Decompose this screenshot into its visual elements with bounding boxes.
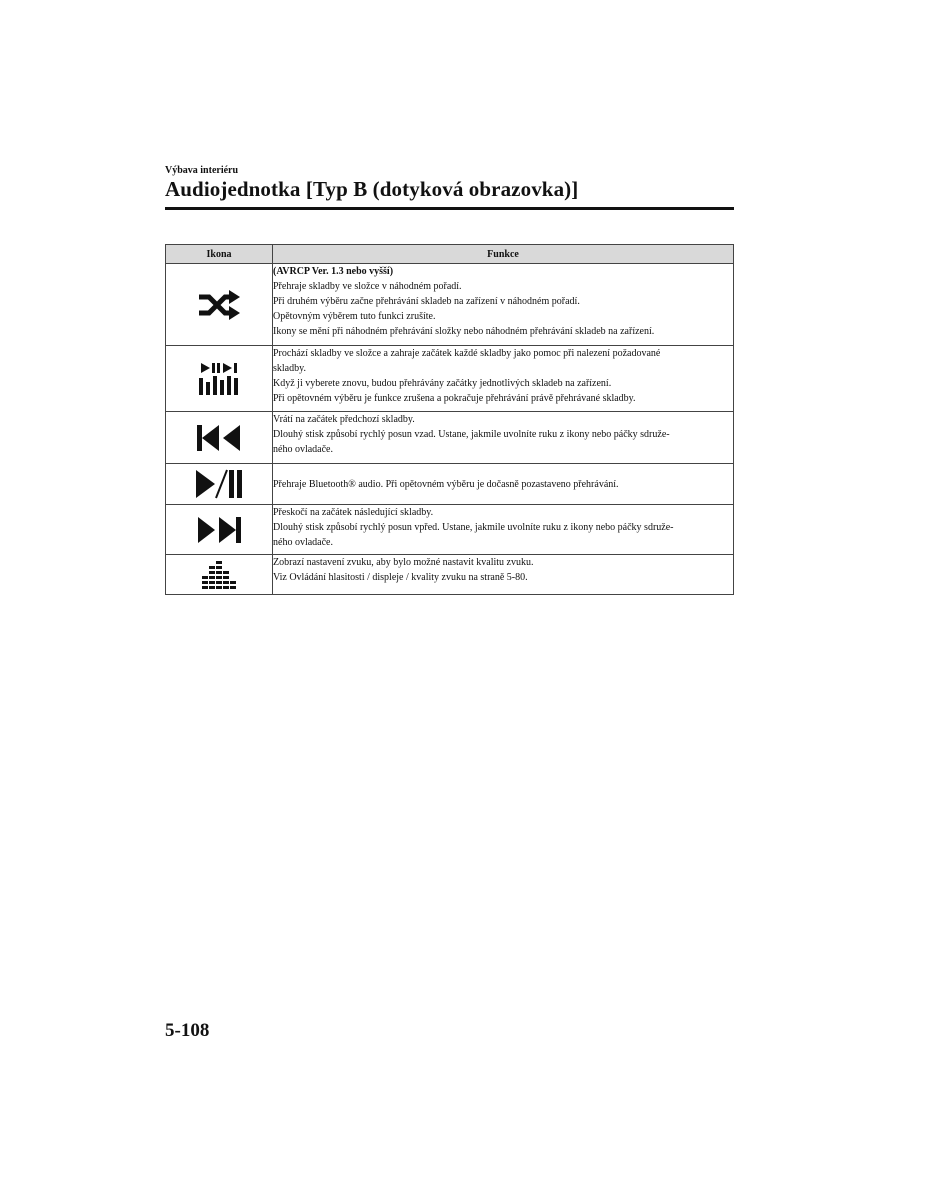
function-text: (AVRCP Ver. 1.3 nebo vyšší) (273, 266, 394, 277)
function-text: Prochází skladby ve složce a zahraje začátek každé skladby jako pomoc při nalezení požadované (273, 348, 661, 359)
function-text: Dlouhý stisk způsobí rychlý posun vpřed. Ustane, jakmile uvolníte ruku z ikony nebo páčky sdruže- (273, 522, 674, 533)
table-header-row (166, 245, 734, 264)
function-text: Při druhém výběru začne přehrávání skladeb na zařízení v náhodném pořadí. (273, 296, 580, 307)
table-row (166, 346, 734, 412)
function-text: ného ovladače. (273, 537, 333, 548)
play-pause-icon (195, 469, 243, 499)
column-header-function: Funkce (273, 245, 734, 264)
icon-cell (166, 412, 273, 464)
scan-icon (198, 362, 240, 396)
table-row (166, 412, 734, 464)
function-text: Dlouhý stisk způsobí rychlý posun vzad. Ustane, jakmile uvolníte ruku z ikony nebo páčky sdruže- (273, 429, 670, 440)
icon-cell (166, 505, 273, 555)
function-cell (273, 346, 734, 412)
next-track-icon (196, 516, 242, 544)
function-text: Přehraje skladby ve složce v náhodném pořadí. (273, 281, 462, 292)
icon-cell (166, 555, 273, 595)
icon-cell (166, 264, 273, 346)
table-row (166, 505, 734, 555)
table-row (166, 464, 734, 505)
function-cell (273, 555, 734, 595)
icon-cell (166, 346, 273, 412)
function-text: skladby. (273, 363, 306, 374)
page-number: 5-108 (165, 1020, 210, 1041)
title-divider (165, 207, 734, 210)
function-text: Přehraje Bluetooth® audio. Při opětovném výběru je dočasně pozastaveno přehrávání. (273, 478, 619, 490)
function-text: Vrátí na začátek předchozí skladby. (273, 414, 415, 425)
function-cell (273, 505, 734, 555)
previous-track-icon (196, 424, 242, 452)
section-label: Výbava interiéru (165, 165, 239, 176)
function-text: Viz Ovládání hlasitosti / displeje / kvality zvuku na straně 5-80. (273, 572, 528, 583)
function-cell (273, 464, 734, 505)
function-text: Zobrazí nastavení zvuku, aby bylo možné nastavit kvalitu zvuku. (273, 557, 534, 568)
function-text: Ikony se mění při náhodném přehrávání složky nebo náhodném přehrávání skladeb na zařízení. (273, 326, 655, 337)
function-cell (273, 412, 734, 464)
shuffle-icon (195, 289, 243, 321)
function-text: Opětovným výběrem tuto funkci zrušíte. (273, 311, 436, 322)
function-text: ného ovladače. (273, 444, 333, 455)
page-title: Audiojednotka [Typ B (dotyková obrazovka)] (165, 177, 579, 201)
function-cell (273, 264, 734, 346)
function-text: Při opětovném výběru je funkce zrušena a pokračuje přehrávání právě přehrávané skladby. (273, 393, 636, 404)
icon-function-table (165, 244, 734, 595)
function-text: Když ji vyberete znovu, budou přehrávány začátky jednotlivých skladeb na zařízení. (273, 378, 612, 389)
icon-cell (166, 464, 273, 505)
sound-settings-icon (199, 560, 239, 590)
table-row (166, 264, 734, 346)
table-row (166, 555, 734, 595)
function-text: Přeskočí na začátek následující skladby. (273, 507, 434, 518)
column-header-icon: Ikona (166, 245, 273, 264)
